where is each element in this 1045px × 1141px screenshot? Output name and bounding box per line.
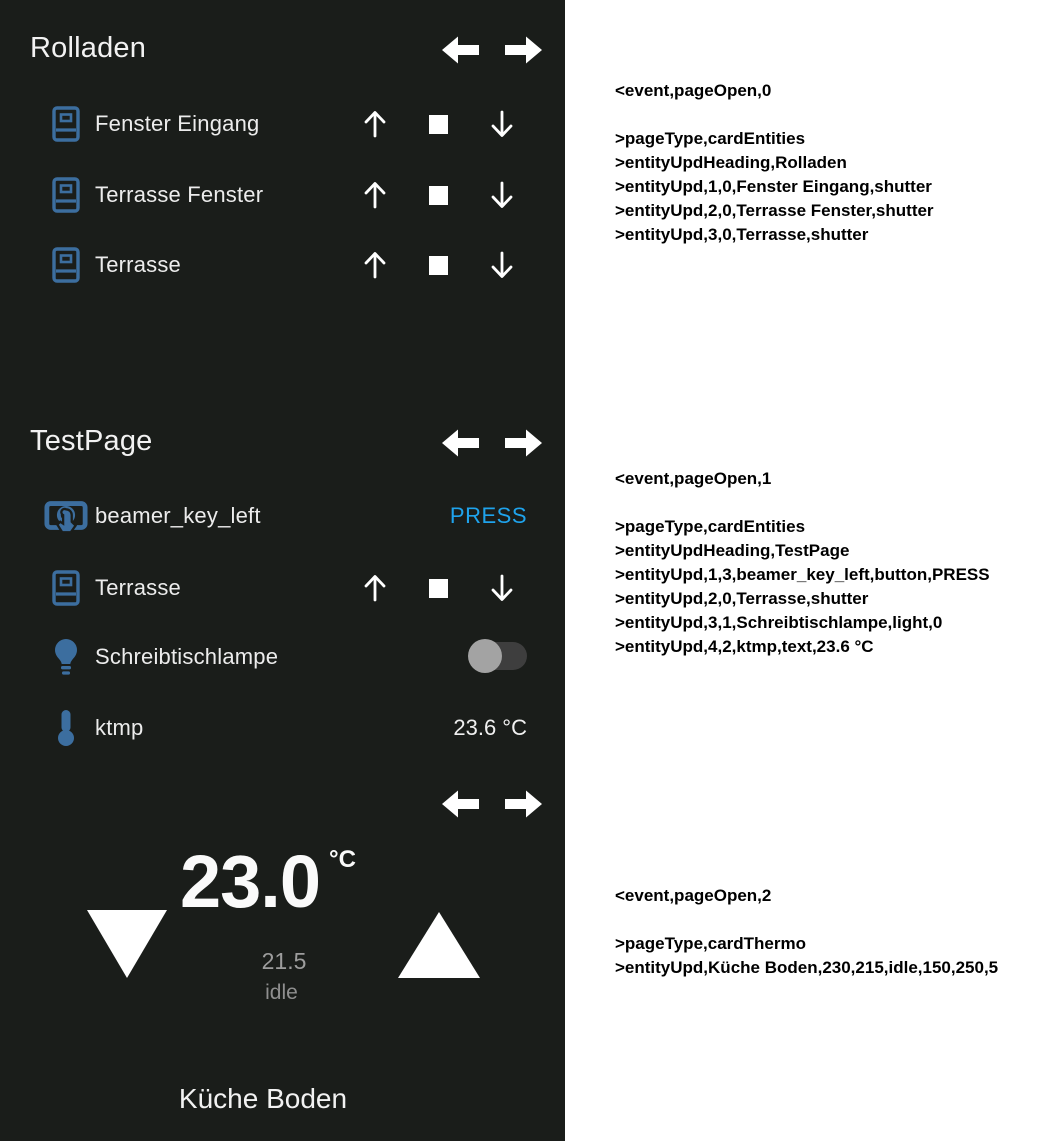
entity-row-beamer-key-left [0, 491, 565, 541]
thermo-temp-unit: °C [329, 846, 356, 873]
shutter-up-button[interactable] [353, 173, 397, 217]
entity-label: beamer_key_left [95, 503, 261, 528]
protocol-line: >entityUpdHeading,Rolladen [615, 153, 847, 172]
protocol-line: >entityUpd,1,3,beamer_key_left,button,PRESS [615, 565, 990, 584]
card3-nav-right-arrow-icon[interactable] [505, 787, 543, 821]
protocol-block-page1 [615, 467, 1035, 659]
shutter-stop-button[interactable] [416, 102, 460, 146]
protocol-event-line: <event,pageOpen,2 [615, 886, 772, 905]
window-shutter-icon [44, 173, 88, 217]
entity-row-fenster-eingang [0, 99, 565, 149]
window-shutter-icon [44, 566, 88, 610]
protocol-line: >pageType,cardEntities [615, 129, 806, 148]
card3-nav-left-arrow-icon[interactable] [441, 787, 479, 821]
entity-row-terrasse [0, 240, 565, 290]
shutter-down-button[interactable] [480, 173, 524, 217]
shutter-up-button[interactable] [353, 566, 397, 610]
entity-label: Terrasse Fenster [95, 182, 264, 207]
shutter-down-button[interactable] [480, 243, 524, 287]
thermo-setpoint: 21.5 [261, 948, 307, 974]
stop-square-icon [429, 579, 448, 598]
shutter-up-button[interactable] [353, 102, 397, 146]
thermo-state: idle [265, 981, 298, 1004]
window-shutter-icon [44, 243, 88, 287]
protocol-line: >entityUpd,2,0,Terrasse,shutter [615, 589, 869, 608]
press-button[interactable]: PRESS [449, 503, 527, 528]
thermometer-icon [44, 706, 88, 750]
thermo-title: Küche Boden [178, 1083, 348, 1114]
entity-label: ktmp [95, 715, 144, 740]
shutter-down-button[interactable] [480, 566, 524, 610]
protocol-block-page0 [615, 79, 1035, 247]
shutter-stop-button[interactable] [416, 243, 460, 287]
entity-label: Schreibtischlampe [95, 644, 279, 669]
protocol-line: >entityUpd,Küche Boden,230,215,idle,150,250,5 [615, 958, 999, 977]
shutter-stop-button[interactable] [416, 173, 460, 217]
entity-row-ktmp [0, 703, 565, 753]
shutter-down-button[interactable] [480, 102, 524, 146]
thermo-current-temp: 23.0 [179, 840, 320, 923]
protocol-line: >entityUpd,3,1,Schreibtischlampe,light,0 [615, 613, 943, 632]
light-toggle-switch[interactable] [470, 642, 527, 670]
protocol-line: >entityUpdHeading,TestPage [615, 541, 850, 560]
shutter-stop-button[interactable] [416, 566, 460, 610]
card1-heading: Rolladen [30, 32, 147, 64]
protocol-line: >pageType,cardThermo [615, 934, 806, 953]
protocol-line: >entityUpd,3,0,Terrasse,shutter [615, 225, 869, 244]
entity-row-terrasse-2 [0, 563, 565, 613]
entity-label: Terrasse [95, 252, 181, 277]
lightbulb-icon [44, 635, 88, 679]
stop-square-icon [429, 186, 448, 205]
window-shutter-icon [44, 102, 88, 146]
protocol-line: >pageType,cardEntities [615, 517, 806, 536]
thermo-decrease-button[interactable] [87, 910, 167, 978]
protocol-event-line: <event,pageOpen,0 [615, 81, 772, 100]
temperature-value: 23.6 °C [453, 715, 527, 740]
card1-nav-right-arrow-icon[interactable] [505, 33, 543, 67]
protocol-line: >entityUpd,4,2,ktmp,text,23.6 °C [615, 637, 874, 656]
protocol-block-page2 [615, 884, 1035, 980]
toggle-knob [468, 639, 502, 673]
protocol-event-line: <event,pageOpen,1 [615, 469, 772, 488]
entity-row-terrasse-fenster [0, 170, 565, 220]
stop-square-icon [429, 115, 448, 134]
shutter-up-button[interactable] [353, 243, 397, 287]
protocol-line: >entityUpd,2,0,Terrasse Fenster,shutter [615, 201, 934, 220]
entity-label: Fenster Eingang [95, 111, 260, 136]
card2-nav-left-arrow-icon[interactable] [441, 426, 479, 460]
gesture-tap-button-icon [44, 494, 88, 538]
card2-heading: TestPage [30, 425, 153, 457]
card2-nav-right-arrow-icon[interactable] [505, 426, 543, 460]
stop-square-icon [429, 256, 448, 275]
thermo-increase-button[interactable] [398, 912, 480, 978]
protocol-line: >entityUpd,1,0,Fenster Eingang,shutter [615, 177, 932, 196]
card1-nav-left-arrow-icon[interactable] [441, 33, 479, 67]
entity-label: Terrasse [95, 575, 181, 600]
